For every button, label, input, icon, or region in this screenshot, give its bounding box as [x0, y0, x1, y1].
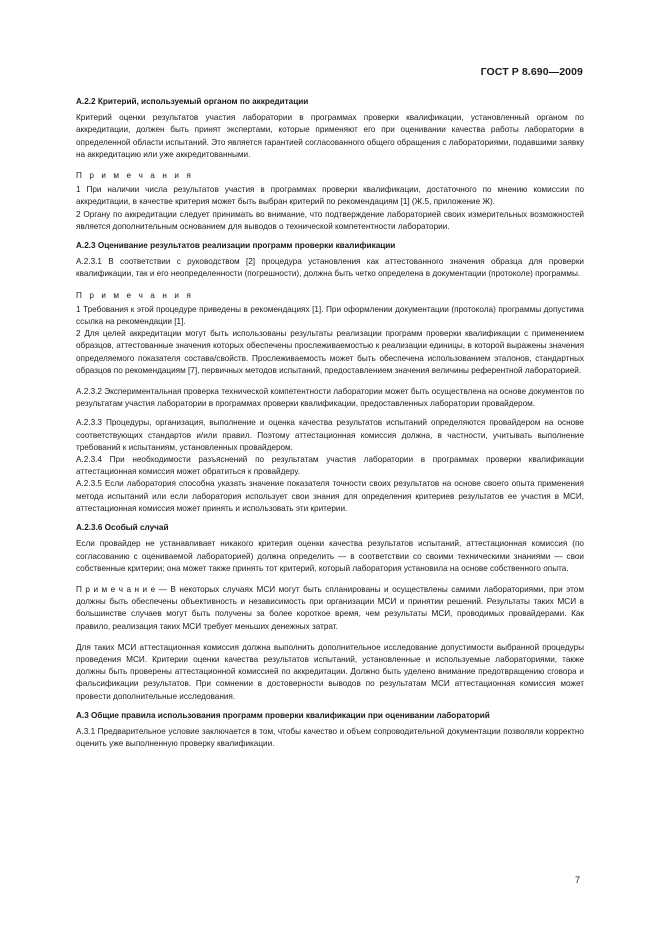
note-1-2: 2 Органу по аккредитации следует принимать во внимание, что подтверждение лабораторией своих измерительных возможностей является дополнительным основанием для выводов о технической компетентности лаборатории.	[76, 209, 584, 231]
section-heading-a23: А.2.3 Оценивание результатов реализации программ проверки квалификации	[76, 241, 396, 251]
paragraph-a236-1: Если провайдер не устанавливает никакого критерия оценки качества результатов испытаний, аттестационная комиссия (по согласованию с оцениваемой лабораторией) должна определить — в соответствии со своими техническими знаниями — свои собственные критерии; она может также принять тот критерий, который лаборатория установила на основе собственного опыта.	[76, 539, 584, 573]
note-1-1: 1 При наличии числа результатов участия в программах проверки квалификации, достаточного по мнению комиссии по аккредитации, в качестве критерия может быть выбран критерий по рекомендациям [1] (Ж.5, приложение Ж).	[76, 185, 584, 207]
paragraph-a31: А.3.1 Предварительное условие заключается в том, чтобы качество и объем сопроводительной документации позволяли корректно оценить уже выполненную проверку квалификации.	[76, 726, 584, 749]
paragraph-a22: Критерий оценки результатов участия лаборатории в программах проверки квалификации, установленный органом по аккредитации, должен быть принят экспертами, которые применяют его при оценивании качества работы лаборатории в определенной области испытаний. Это является гарантией согласованного общего обращения с лабораториями, подавшими заявку на аккредитацию или уже аккредитованными.	[76, 113, 584, 159]
paragraph-a231: А.2.3.1 В соответствии с руководством [2] процедура установления как аттестованного значения образца для проверки квалификации, так и его неопределенности (погрешности), должна быть четко определена в документации (протоколе) программы.	[76, 257, 584, 279]
note-2-1: 1 Требования к этой процедуре приведены в рекомендациях [1]. При оформлении документации (протокола) программы допустима ссылка на рекомендации [1].	[76, 304, 584, 327]
paragraph-a234: А.2.3.4 При необходимости разъяснений по результатам участия лаборатории в программах проверки квалификации аттестационная комиссия может обратиться к провайдеру.	[76, 455, 584, 477]
notes-title-2: П р и м е ч а н и я	[76, 290, 194, 300]
notes-title-1: П р и м е ч а н и я	[76, 171, 194, 181]
note-2-2: 2 Для целей аккредитации могут быть использованы результаты реализации программ проверки квалификации с применением образцов, аттестованные значения которых обеспечены прослеживаемостью к реализации единицы, в которой выражены значения определяемого показателя состава/свойств. Прослеживаемость может быть обеспечена использованием эталонов, стандартных образцов по рекомендациям [7], первичных методов испытаний, предоставлением значения величины референтной лабораторией.	[76, 329, 584, 375]
paragraph-a236-2: Для таких МСИ аттестационная комиссия должна выполнить дополнительное исследование допустимости выбранной процедуры проведения МСИ. Критерии оценки качества результатов испытаний, установленные и используемые лабораториями, также должны быть проверены аттестационной комиссией по аккредитации. Должно быть уделено внимание предотвращению сговора и фальсификации результатов. При сомнении в достоверности выводов по результатам МСИ аттестационная комиссия может провести дополнительные исследования.	[76, 642, 584, 701]
paragraph-a232: А.2.3.2 Экспериментальная проверка технической компетентности лаборатории может быть осуществлена на основе документов по результатам участия лаборатории в программах проверки квалификации, предоставленных лаборатории провайдером.	[76, 387, 584, 409]
section-heading-a236: А.2.3.6 Особый случай	[76, 523, 169, 533]
page-number: 7	[575, 875, 581, 885]
paragraph-a233: А.2.3.3 Процедуры, организация, выполнение и оценка качества результатов испытаний определяются провайдером на основе соответствующих стандартов и/или правил. Поэтому аттестационная комиссия должна, в частности, учитывать выполнение требований к испытаниям, установленных провайдером.	[76, 418, 584, 452]
section-heading-a22: А.2.2 Критерий, используемый органом по аккредитации	[76, 97, 309, 106]
section-heading-a3: А.3 Общие правила использования программ проверки квалификации при оценивании лабораторий	[76, 710, 490, 720]
document-id: ГОСТ Р 8.690—2009	[480, 66, 583, 78]
paragraph-a235: А.2.3.5 Если лаборатория способна указать значение показателя точности своих результатов на основе своего опыта применения метода испытаний или если лаборатория использует свои знания для определения критериев результатов ее участия в МСИ, аттестационная комиссия может принять и использовать эти критерии.	[76, 479, 584, 513]
note-3: П р и м е ч а н и е — В некоторых случаях МСИ могут быть спланированы и осуществлены самими лабораториями, при этом должны быть обеспечены объективность и независимость при организации МСИ и принятии решений. Результаты таких МСИ в большинстве случаев могут быть получены за более короткое время, чем результаты МСИ, проводимых провайдерами. Как правило, реализация таких МСИ требует меньших денежных затрат.	[76, 584, 584, 631]
page-content	[76, 96, 584, 750]
